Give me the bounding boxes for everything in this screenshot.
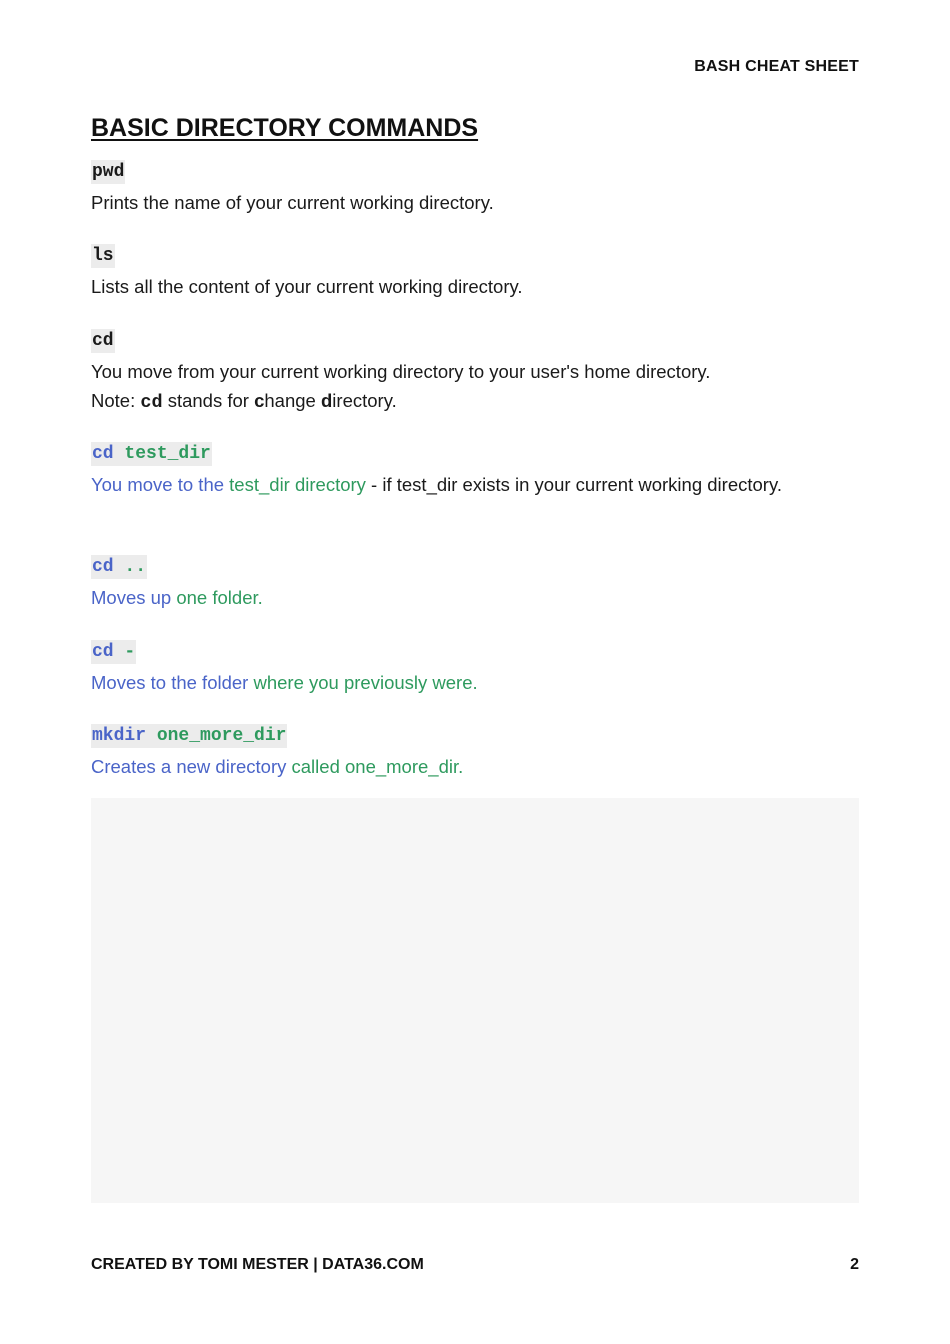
description-command-part: Creates a new directory: [91, 756, 292, 777]
command-description: [91, 470, 851, 499]
description-argument-part: test_dir directory: [229, 474, 366, 495]
description-command-part: Moves up: [91, 587, 177, 608]
note-text: irectory.: [332, 390, 397, 411]
description-argument-part: where you previously were.: [253, 672, 478, 693]
description-command-part: Moves to the folder: [91, 672, 254, 693]
code-argument: test_dir: [124, 444, 211, 464]
command-description: [91, 583, 851, 612]
command-cd: [91, 329, 851, 417]
description-argument-part: one folder.: [176, 587, 263, 608]
command-cd-previous: [91, 640, 851, 697]
command-code: cd: [92, 331, 114, 351]
command-pwd: [91, 160, 851, 217]
command-description: Prints the name of your current working directory.: [91, 192, 494, 213]
description-plain-part: - if test_dir exists in your current working directory.: [365, 474, 782, 495]
note-code: cd: [140, 392, 163, 413]
command-code: [91, 555, 147, 579]
description-argument-part: called one_more_dir.: [291, 756, 464, 777]
code-command: cd: [92, 557, 114, 577]
command-description: Lists all the content of your current working directory.: [91, 276, 523, 297]
command-description: [91, 357, 851, 417]
code-argument: -: [124, 642, 136, 662]
note-text: stands for: [162, 390, 255, 411]
code-argument: ..: [124, 557, 147, 577]
command-description: [91, 668, 851, 697]
code-example-box: [91, 798, 859, 1203]
command-mkdir: [91, 724, 851, 781]
code-command: cd: [92, 642, 114, 662]
code-command: mkdir: [92, 726, 147, 746]
page-number: 2: [850, 1256, 859, 1273]
header-title: BASH CHEAT SHEET: [694, 58, 859, 75]
command-ls: [91, 244, 851, 301]
command-description: [91, 752, 851, 781]
code-command: cd: [92, 444, 114, 464]
command-code: [91, 724, 287, 748]
section-title: BASIC DIRECTORY COMMANDS: [91, 114, 479, 142]
code-argument: one_more_dir: [156, 726, 287, 746]
note-prefix: Note:: [91, 390, 141, 411]
note-text: hange: [264, 390, 321, 411]
description-text: You move from your current working directory to your user's home directory.: [91, 361, 711, 382]
note-letter-c: c: [254, 390, 265, 411]
description-command-part: You move to the: [91, 474, 230, 495]
footer-credit: CREATED BY TOMI MESTER | DATA36.COM: [91, 1256, 424, 1273]
command-code: [91, 442, 212, 466]
command-code: [91, 640, 136, 664]
command-code: ls: [92, 246, 114, 266]
command-cd-test-dir: [91, 442, 851, 499]
note-letter-d: d: [320, 390, 333, 411]
command-code: pwd: [92, 162, 125, 182]
command-cd-up: [91, 555, 851, 612]
